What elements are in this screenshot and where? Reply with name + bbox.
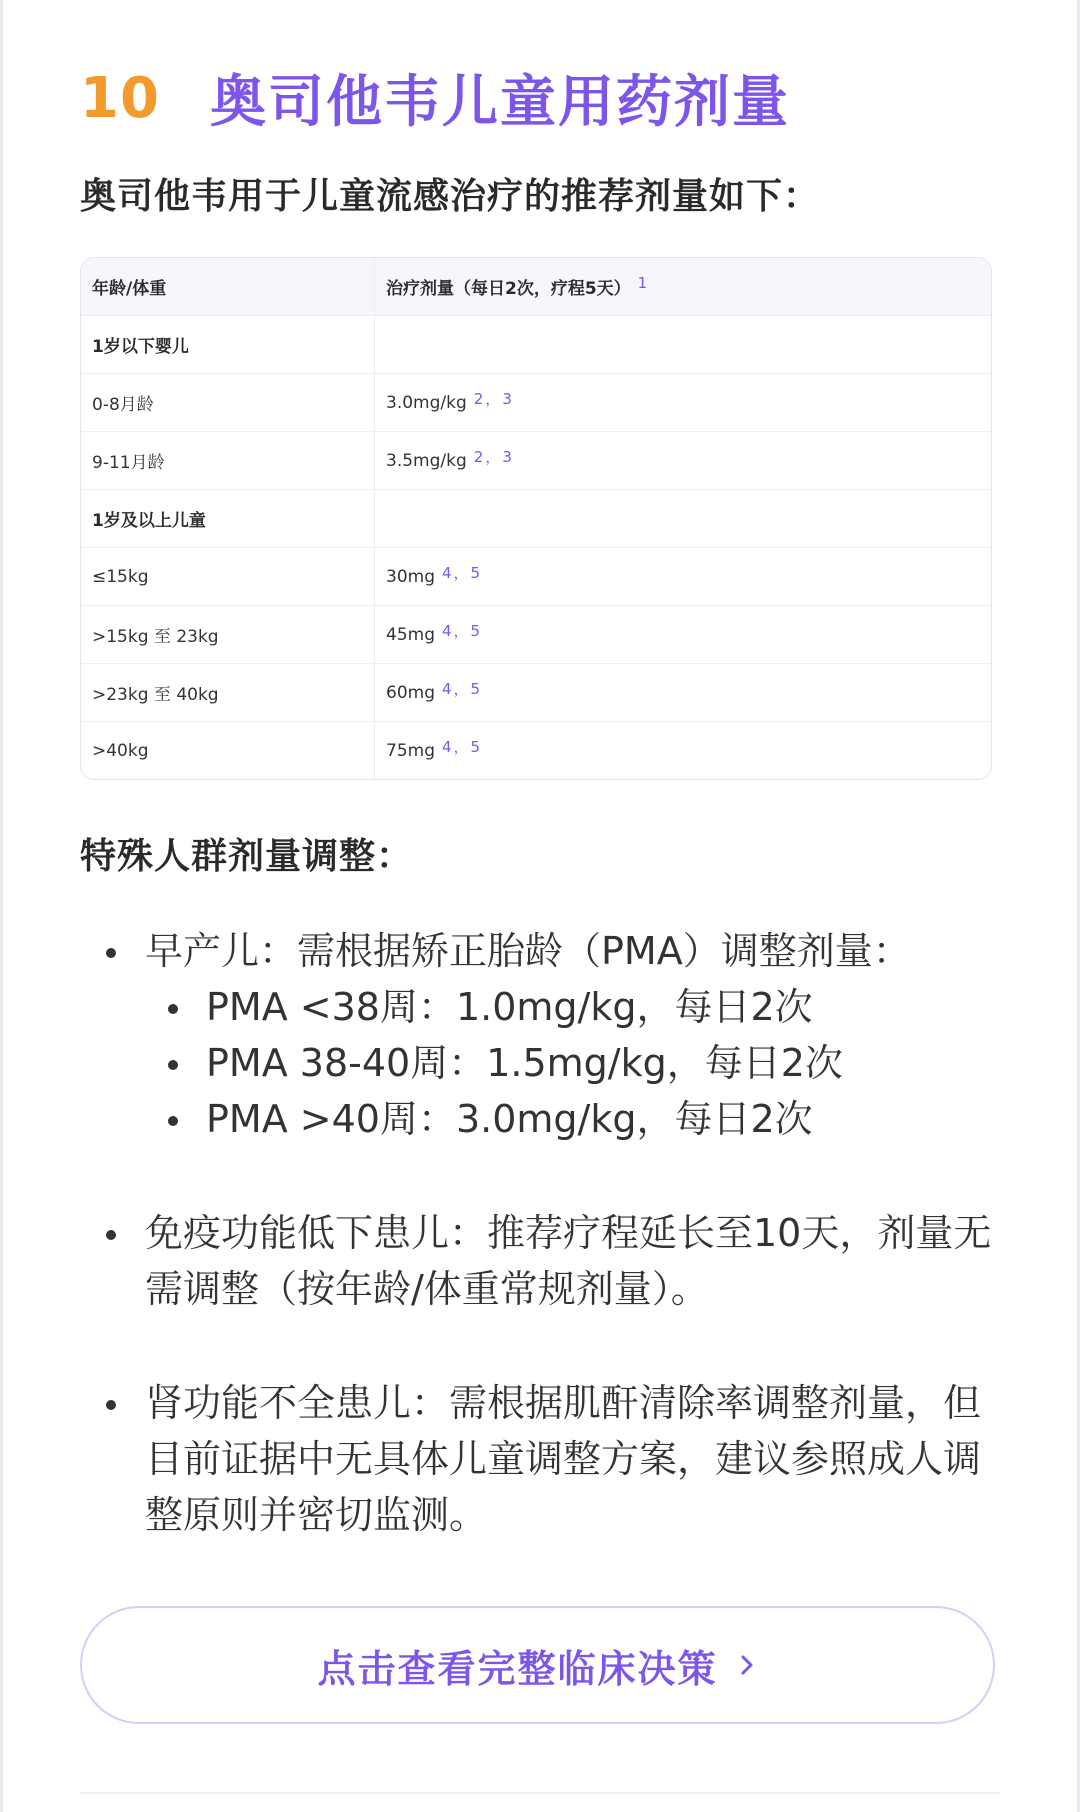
sub-list-item xyxy=(145,1035,992,1091)
chevron-right-icon xyxy=(736,1654,758,1676)
table-cell-age-weight: 9-11月龄 xyxy=(81,432,375,489)
citation-separator: ， xyxy=(485,390,501,408)
special-population-list xyxy=(80,923,992,1543)
dose-value: 45mg xyxy=(386,624,435,645)
citation-link[interactable]: 5 xyxy=(470,621,481,640)
citation-link[interactable]: 3 xyxy=(502,447,512,466)
table-cell-dose xyxy=(375,432,991,489)
citation-separator: ， xyxy=(453,622,469,640)
sub-list-item-text: PMA 38-40周：1.5mg/kg，每日2次 xyxy=(206,1041,843,1085)
table-group-label: 1岁及以上儿童 xyxy=(81,490,375,547)
sub-list-item xyxy=(145,979,992,1035)
dose-value: 75mg xyxy=(386,740,435,761)
sub-list xyxy=(145,979,992,1147)
intro-text: 奥司他韦用于儿童流感治疗的推荐剂量如下： xyxy=(80,176,821,217)
sub-list-item-text: PMA >40周：3.0mg/kg，每日2次 xyxy=(206,1097,813,1141)
bullet-dot-icon xyxy=(106,1230,116,1240)
table-cell-dose xyxy=(375,606,991,663)
table-cell-age-weight: >40kg xyxy=(81,722,375,779)
table-cell-dose xyxy=(375,722,991,779)
bullet-dot-icon xyxy=(168,1116,178,1126)
citation-link[interactable]: 5 xyxy=(470,563,481,582)
page-edge-left xyxy=(0,0,3,1812)
citation-separator: ， xyxy=(453,680,469,698)
list-item xyxy=(80,1205,992,1317)
citation-link[interactable]: 4 xyxy=(441,679,452,698)
citation-link[interactable]: 4 xyxy=(441,621,452,640)
table-cell-age-weight: >15kg 至 23kg xyxy=(81,606,375,663)
bullet-dot-icon xyxy=(106,1400,116,1410)
list-item xyxy=(80,923,992,1147)
bottom-divider xyxy=(80,1792,1000,1794)
sub-list-item-text: PMA <38周：1.0mg/kg，每日2次 xyxy=(206,985,813,1029)
bullet-dot-icon xyxy=(168,1060,178,1070)
section-number: 10 xyxy=(80,65,160,131)
dosage-table xyxy=(80,257,992,780)
table-row xyxy=(81,605,991,663)
citation-link[interactable]: 2 xyxy=(473,389,484,408)
section-title: 奥司他韦儿童用药剂量 xyxy=(210,70,790,135)
citation-link[interactable]: 5 xyxy=(470,737,481,756)
list-item-text: 早产儿：需根据矫正胎龄（PMA）调整剂量： xyxy=(145,929,911,973)
table-header-dose-label: 治疗剂量（每日2次，疗程5天） xyxy=(386,279,631,299)
table-cell-dose xyxy=(375,548,991,605)
table-row xyxy=(81,373,991,431)
citation-link[interactable]: 5 xyxy=(470,679,481,698)
citation-link[interactable]: 4 xyxy=(441,563,452,582)
view-full-decision-button[interactable] xyxy=(80,1606,995,1724)
table-cell-dose xyxy=(375,664,991,721)
table-cell-dose xyxy=(375,490,991,547)
list-item-text: 肾功能不全患儿：需根据肌酐清除率调整剂量，但目前证据中无具体儿童调整方案，建议参照成人调整原则并密切监测。 xyxy=(145,1381,982,1537)
citation-link[interactable]: 4 xyxy=(441,737,452,756)
list-item xyxy=(80,1375,992,1543)
table-cell-age-weight: ≤15kg xyxy=(81,548,375,605)
table-group-label: 1岁以下婴儿 xyxy=(81,316,375,373)
dose-value: 30mg xyxy=(386,566,435,587)
table-header-dose xyxy=(375,258,991,315)
table-row xyxy=(81,431,991,489)
table-cell-dose xyxy=(375,374,991,431)
table-cell-dose xyxy=(375,316,991,373)
table-row xyxy=(81,663,991,721)
bullet-dot-icon xyxy=(168,1004,178,1014)
sub-list-item xyxy=(145,1091,992,1147)
bullet-dot-icon xyxy=(106,948,116,958)
dose-value: 3.0mg/kg xyxy=(386,392,467,413)
view-full-decision-label: 点击查看完整临床决策 xyxy=(317,1646,718,1691)
dose-value: 3.5mg/kg xyxy=(386,450,467,471)
table-row xyxy=(81,721,991,779)
special-population-heading: 特殊人群剂量调整： xyxy=(80,836,414,877)
citation-link[interactable]: 3 xyxy=(502,389,512,408)
table-header-row xyxy=(81,258,991,315)
table-row xyxy=(81,315,991,373)
citation-separator: ， xyxy=(453,564,469,582)
table-row xyxy=(81,547,991,605)
citation-separator: ， xyxy=(485,448,501,466)
table-cell-age-weight: 0-8月龄 xyxy=(81,374,375,431)
table-header-age-weight: 年龄/体重 xyxy=(81,258,375,315)
citation-separator: ， xyxy=(453,738,469,756)
citation-link[interactable]: 2 xyxy=(473,447,484,466)
table-row xyxy=(81,489,991,547)
main-content xyxy=(80,58,992,1543)
section-header xyxy=(80,58,992,138)
table-cell-age-weight: >23kg 至 40kg xyxy=(81,664,375,721)
list-item-text: 免疫功能低下患儿：推荐疗程延长至10天，剂量无需调整（按年龄/体重常规剂量）。 xyxy=(145,1211,992,1311)
citation-link[interactable]: 1 xyxy=(637,273,648,292)
dose-value: 60mg xyxy=(386,682,435,703)
